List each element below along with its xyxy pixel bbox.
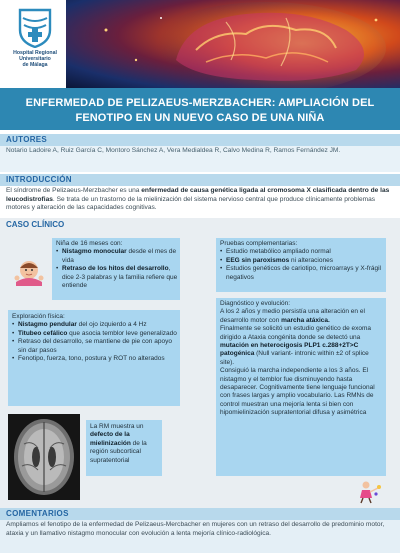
- hospital-name-line1: Hospital Regional: [13, 50, 57, 56]
- nina-item-1-bold: Nistagmo monocular: [62, 248, 127, 256]
- diagnostico-p1-text: A los 2 años y medio persistía una alteración en el desarrollo motor con: [220, 308, 365, 324]
- hospital-logo: [8, 6, 62, 86]
- nina-intro: Niña de 16 meses con:: [56, 240, 123, 247]
- exploracion-item-2-bold: Titubeo cefálico: [18, 329, 68, 337]
- brain-illustration: [66, 0, 400, 88]
- nina-item-2-text: , dice 2-3 palabras y la familia refiere que entiende: [62, 265, 178, 290]
- comentarios-heading: COMENTARIOS: [6, 509, 69, 518]
- hospital-name: [8, 50, 62, 69]
- walking-child-illustration: [354, 480, 384, 504]
- intro-text-part1: El síndrome de Pelizaeus-Merzbacher es una: [6, 187, 142, 194]
- comentarios-text: Ampliamos el fenotipo de la enfermedad de Pelizaeus-Mercbacher en mujeres con un retraso del desarrollo de predominio motor, ataxia y un llamativo nistagmo monocular con evolución a lenta mejoría clínico-radiológica.: [6, 521, 385, 537]
- exploracion-item-1-bold: Nistagmo pendular: [18, 321, 77, 329]
- intro-text: [6, 187, 394, 213]
- diagnostico-text: [220, 300, 384, 418]
- diagnostico-p3: Consiguió la marcha independiente a los 3 años. El nistagmo y el temblor fue disminuyendo hasta desaparecer. Cognitivamente tiene lenguaje funcional con frases largas y amplio vocabulario. Las RMNs de control muestran una mejoría lenta si bien con hipomielinización supratentorial difusa y asimétrica: [220, 367, 375, 417]
- pruebas-intro: Pruebas complementarias:: [220, 240, 298, 247]
- baby-illustration: [12, 258, 46, 286]
- diagnostico-p1: [220, 308, 384, 325]
- pruebas-item-1: • Estudio metabólico ampliado normal: [220, 248, 384, 256]
- poster-title: ENFERMEDAD DE PELIZAEUS-MERZBACHER: AMPLIACIÓN DEL FENOTIPO EN UN NUEVO CASO DE UNA NIÑA: [25, 97, 375, 124]
- mri-image: [8, 414, 80, 500]
- exploracion-item-3: • Retraso del desarrollo, se mantiene de pie con apoyo sin dar pasos: [12, 338, 178, 355]
- exploracion-text: [12, 313, 178, 363]
- pruebas-text: [220, 240, 384, 282]
- nina-item-1: [56, 248, 178, 265]
- exploracion-item-4: • Fenotipo, fuerza, tono, postura y ROT no alterados: [12, 355, 178, 363]
- exploracion-item-2-text: que asocia temblor leve generalizado: [67, 329, 177, 337]
- diagnostico-p2-bold: mutación en heterocigosis PLP1 c.288+2T>C patogénica: [220, 342, 359, 358]
- diagnostico-intro: Diagnóstico y evolución:: [220, 300, 291, 307]
- intro-heading: INTRODUCCIÓN: [6, 175, 72, 184]
- nina-item-2: [56, 265, 178, 290]
- mri-brain-scan: [8, 414, 80, 500]
- pruebas-item-3: • Estudios genéticos de cariotipo, microarrays y X-frágil negativos: [220, 265, 384, 282]
- pruebas-item-2: [220, 257, 384, 265]
- nina-item-1-text: desde el mes de vida: [62, 248, 177, 264]
- hospital-name-line3: de Málaga: [22, 62, 48, 69]
- hospital-name-line2: Universitario: [19, 56, 51, 63]
- caso-heading: CASO CLÍNICO: [6, 220, 65, 229]
- pruebas-item-2-text: ni alteraciones: [289, 256, 333, 264]
- exploracion-intro: Exploración física:: [12, 313, 65, 320]
- nina-text: [56, 240, 178, 290]
- diagnostico-p2: [220, 325, 384, 367]
- rm-text-part1: La RM muestra un: [90, 423, 144, 430]
- autores-text: Notario Ladoire A, Ruiz García C, Montoro Sánchez A, Vera Medialdea R, Calvo Medina R, Ramos Fernández JM.: [6, 147, 341, 154]
- diagnostico-p2-tail: (Null variant- intronic within ±2 of splice site).: [220, 350, 369, 366]
- poster-header: [0, 0, 400, 88]
- autores-header: [0, 134, 400, 146]
- exploracion-item-1-text: del ojo izquierdo a 4 Hz: [76, 321, 147, 329]
- autores-heading: AUTORES: [6, 135, 48, 144]
- rm-text-bold: defecto de la mielinización: [90, 431, 131, 447]
- rm-text-part2: de la región subcortical supratentorial: [90, 439, 147, 464]
- rm-text: [90, 423, 160, 465]
- intro-text-bold: enfermedad de causa genética ligada al cromosoma X clasificada dentro de las leucodistrofias: [6, 187, 390, 203]
- pruebas-item-2-bold: EEG sin paroxismos: [226, 256, 290, 264]
- diagnostico-p1-bold: marcha atáxica.: [281, 316, 330, 324]
- brain-banner-image: [66, 0, 400, 88]
- exploracion-item-2: [12, 330, 178, 338]
- shield-cross-icon: [18, 8, 52, 48]
- nina-item-2-bold: Retraso de los hitos del desarrollo: [62, 265, 169, 273]
- intro-text-part2: . Se trata de un trastorno de la mielinización del sistema nervioso central que produce clínicamente problemas motores y alteración de las capacidades cognitivas.: [6, 195, 376, 212]
- diagnostico-p2-text: Finalmente se solicitó un estudio genético de exoma dirigido a Ataxia congénita donde se detectó una: [220, 325, 372, 341]
- exploracion-item-1: [12, 321, 178, 329]
